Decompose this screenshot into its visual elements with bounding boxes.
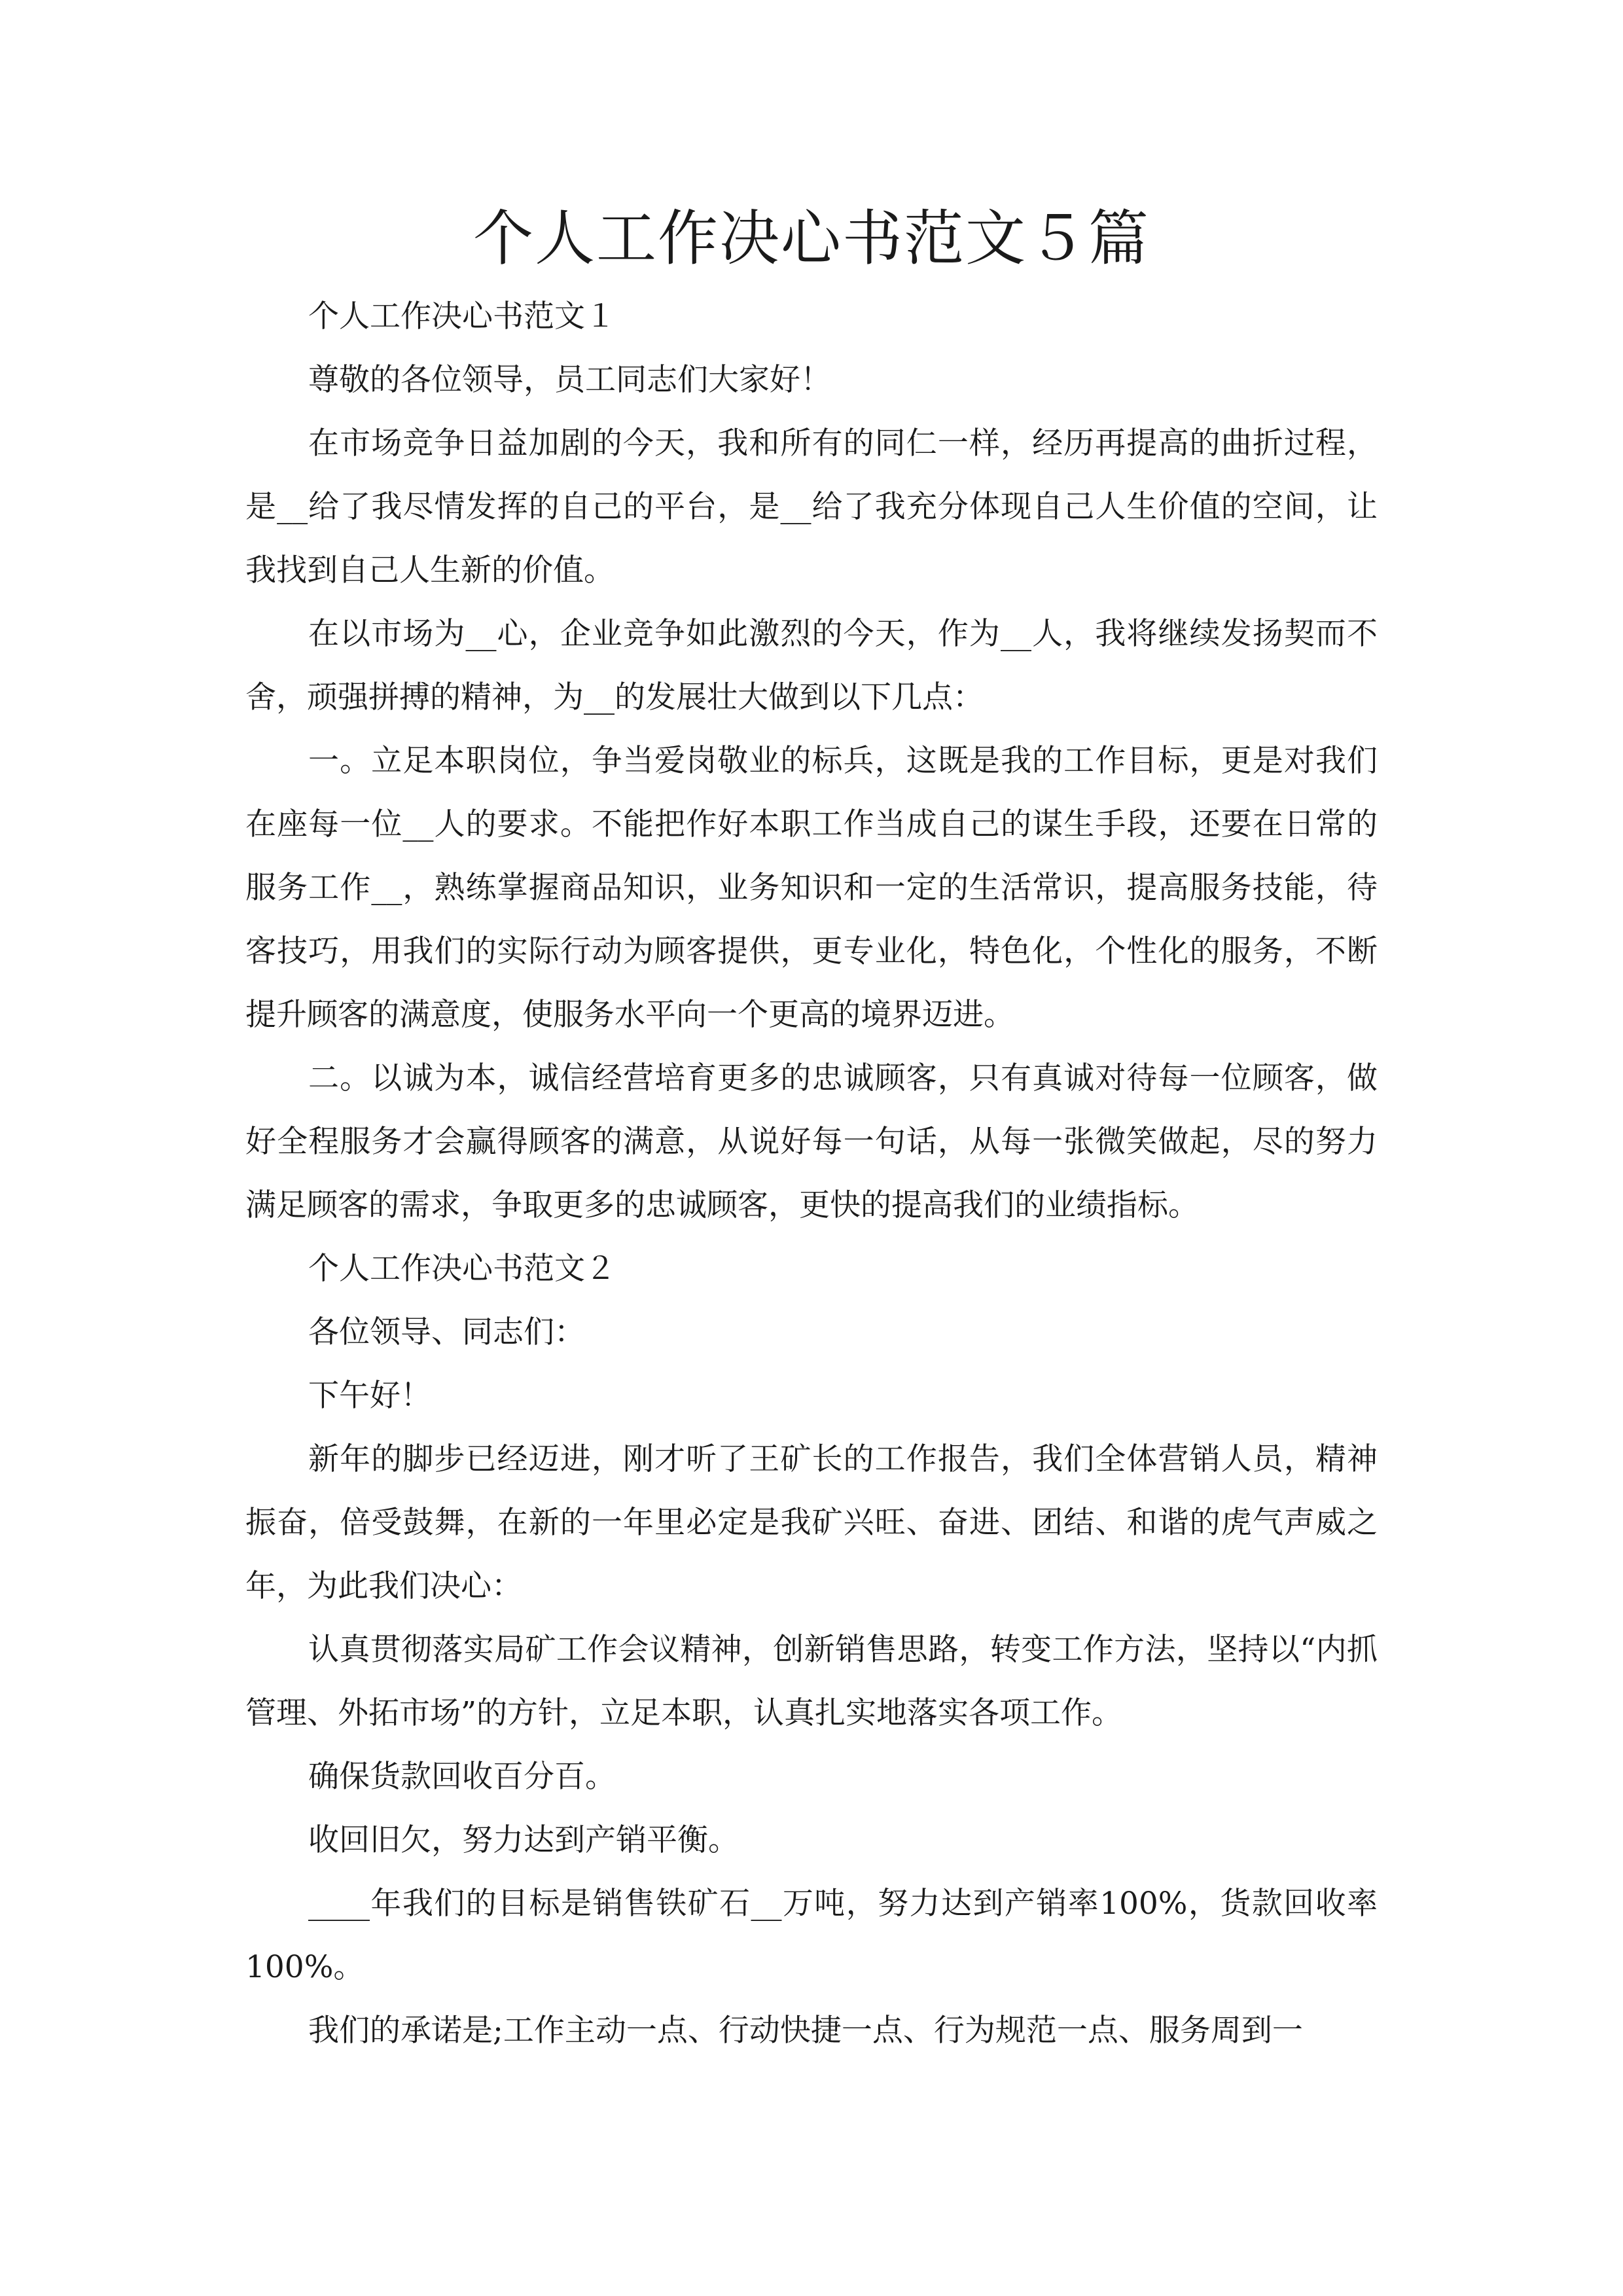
paragraph: 在以市场为__心，企业竞争如此激烈的今天，作为__人，我将继续发扬契而不舍，顽强拼搏的精神，为__的发展壮大做到以下几点： xyxy=(245,616,1378,715)
paragraph: 二。以诚为本，诚信经营培育更多的忠诚顾客，只有真诚对待每一位顾客，做好全程服务才会赢得顾客的满意，从说好每一句话，从每一张微笑做起，尽的努力满足顾客的需求，争取更多的忠诚顾客，更快的提高我们的业绩指标。 xyxy=(245,1060,1378,1223)
paragraph: 确保货款回收百分百。 xyxy=(308,1759,616,1795)
section-heading-2: 个人工作决心书范文２ xyxy=(308,1251,616,1287)
paragraph: ____年我们的目标是销售铁矿石__万吨，努力达到产销率100%，货款回收率100%。 xyxy=(245,1886,1378,1985)
paragraph: 在市场竞争日益加剧的今天，我和所有的同仁一样，经历再提高的曲折过程，是__给了我尽情发挥的自己的平台，是__给了我充分体现自己人生价值的空间，让我找到自己人生新的价值。 xyxy=(245,425,1378,588)
document-title: 个人工作决心书范文５篇 xyxy=(473,204,1150,274)
paragraph-greeting: 尊敬的各位领导，员工同志们大家好！ xyxy=(308,362,831,398)
paragraph-salutation: 各位领导、同志们： xyxy=(308,1314,585,1350)
paragraph: 一。立足本职岗位，争当爱岗敬业的标兵，这既是我的工作目标，更是对我们在座每一位__人的要求。不能把作好本职工作当成自己的谋生手段，还要在日常的服务工作__，熟练掌握商品知识，业务知识和一定的生活常识，提高服务技能，待客技巧，用我们的实际行动为顾客提供，更专业化，特色化，个性化的服务，不断提升顾客的满意度，使服务水平向一个更高的境界迈进。 xyxy=(245,743,1378,1033)
paragraph: 新年的脚步已经迈进，刚才听了王矿长的工作报告，我们全体营销人员，精神振奋，倍受鼓舞，在新的一年里必定是我矿兴旺、奋进、团结、和谐的虎气声威之年，为此我们决心： xyxy=(245,1441,1378,1604)
paragraph: 我们的承诺是;工作主动一点、行动快捷一点、行为规范一点、服务周到一 xyxy=(308,2013,1303,2049)
document-body xyxy=(245,285,1378,2062)
paragraph: 收回旧欠，努力达到产销平衡。 xyxy=(308,1822,739,1858)
paragraph-greeting: 下午好！ xyxy=(308,1378,431,1414)
paragraph: 认真贯彻落实局矿工作会议精神，创新销售思路，转变工作方法，坚持以“内抓管理、外拓市场”的方针，立足本职，认真扎实地落实各项工作。 xyxy=(245,1632,1378,1731)
section-heading-1: 个人工作决心书范文１ xyxy=(308,298,616,334)
